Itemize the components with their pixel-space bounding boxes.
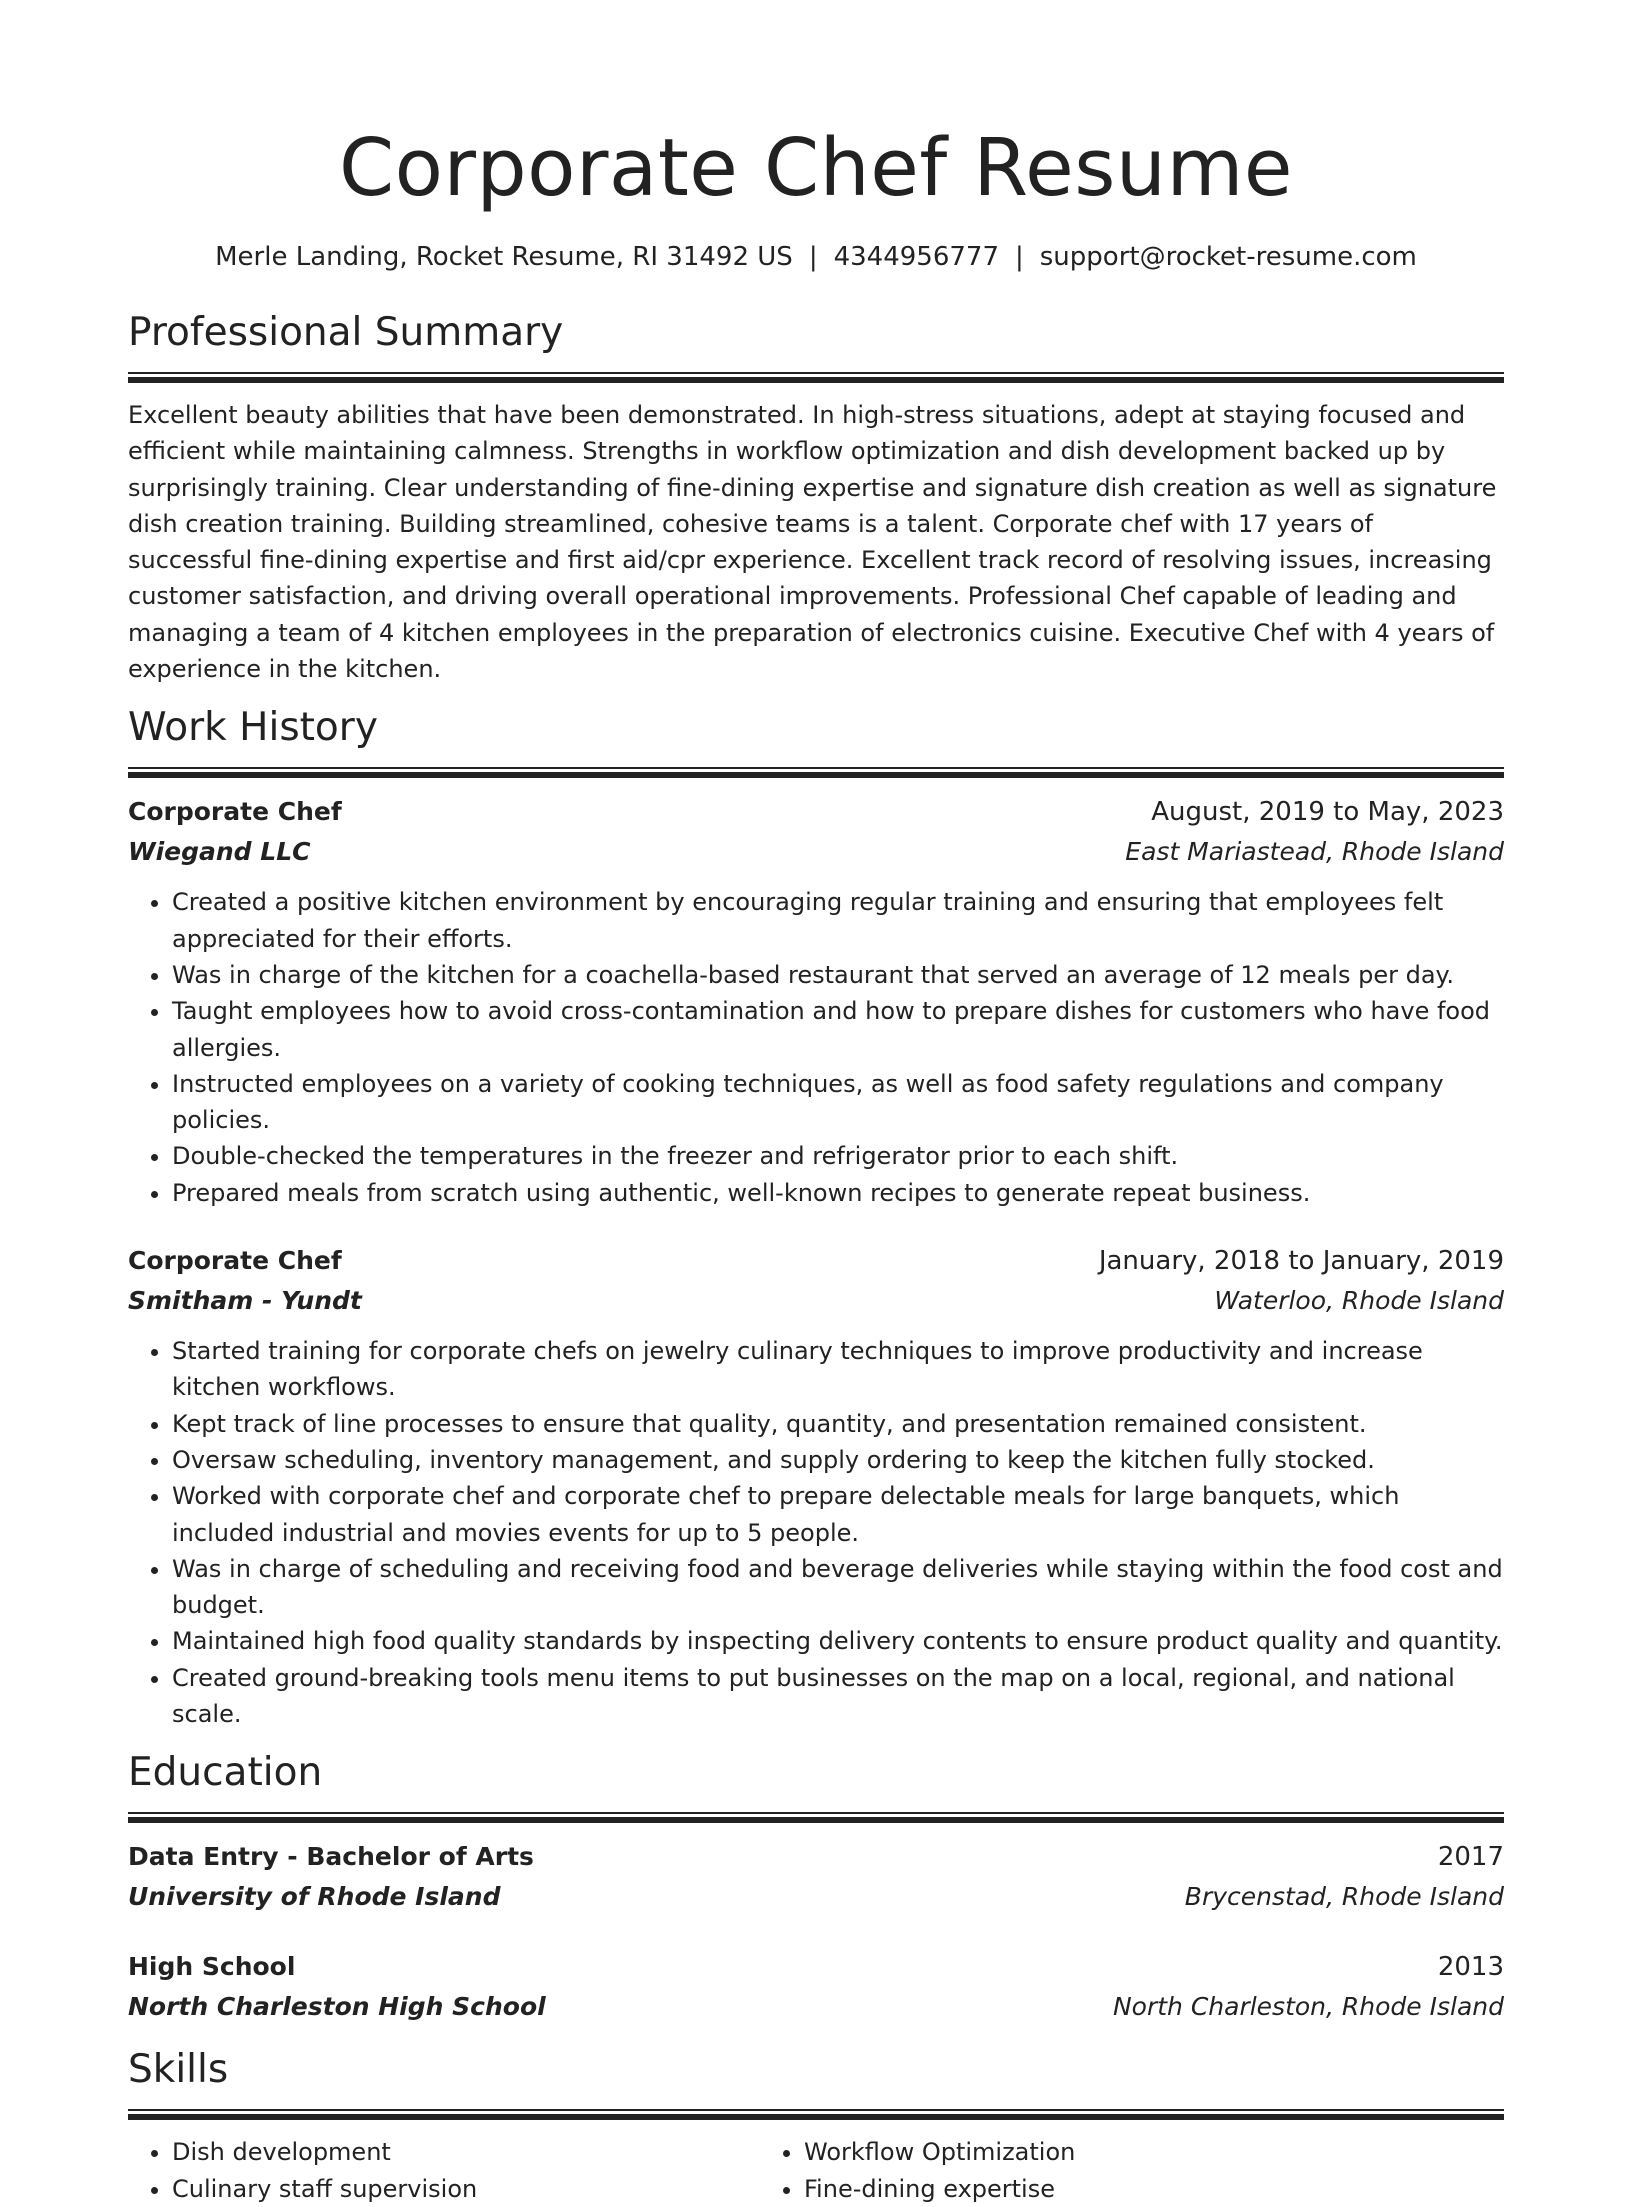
job-bullets — [128, 884, 1504, 1211]
job-bullet: • Was in charge of the kitchen for a coachella-based restaurant that served an average of 12 meals per day. — [172, 957, 1504, 993]
contact-line — [128, 240, 1504, 274]
skill-item: • Dish development — [172, 2134, 760, 2170]
skills-column-right — [760, 2134, 1392, 2207]
job-title: Corporate Chef — [128, 1246, 342, 1276]
summary-text: Excellent beauty abilities that have been demonstrated. In high-stress situations, adept at staying focused and efficient while maintaining calmness. Strengths in workflow optimization and dish development backed up by surprisingly training. Clear understanding of fine-dining expertise and signature dish creation as well as signature dish creation training. Building streamlined, cohesive teams is a talent. Corporate chef with 17 years of successful fine-dining expertise and first aid/cpr experience. Excellent track record of resolving issues, increasing customer satisfaction, and driving overall operational improvements. Professional Chef capable of leading and managing a team of 4 kitchen employees in the preparation of electronics cuisine. Executive Chef with 4 years of experience in the kitchen. — [128, 401, 1497, 684]
job-header — [128, 1241, 1504, 1281]
skill-item: • Fine-dining expertise — [804, 2171, 1392, 2207]
job-company: Wiegand LLC — [128, 837, 311, 867]
job-header — [128, 792, 1504, 832]
job-bullet: • Oversaw scheduling, inventory management, and supply ordering to keep the kitchen fully stocked. — [172, 1442, 1504, 1478]
education-year: 2013 — [1437, 1952, 1504, 1983]
job-entry — [128, 792, 1504, 1211]
education-degree: Data Entry - Bachelor of Arts — [128, 1842, 534, 1872]
job-bullet: • Started training for corporate chefs on jewelry culinary techniques to improve productivity and increase kitchen workflows. — [172, 1333, 1504, 1406]
education-location: Brycenstad, Rhode Island — [1184, 1882, 1504, 1912]
job-bullet: • Created ground-breaking tools menu items to put businesses on the map on a local, regional, and national scale. — [172, 1660, 1504, 1733]
job-bullet: • Maintained high food quality standards by inspecting delivery contents to ensure product quality and quantity. — [172, 1623, 1504, 1659]
section-divider — [128, 767, 1504, 778]
job-location: East Mariastead, Rhode Island — [1125, 837, 1504, 867]
skills-heading: Skills — [128, 2047, 229, 2093]
education-header — [128, 1837, 1504, 1877]
job-dates: August, 2019 to May, 2023 — [1151, 797, 1504, 828]
skill-item: • Culinary staff supervision — [172, 2171, 760, 2207]
education-header — [128, 1947, 1504, 1987]
skills-section — [128, 2045, 1504, 2207]
job-subheader — [128, 1281, 1504, 1321]
job-bullet: • Taught employees how to avoid cross-contamination and how to prepare dishes for customers who have food allergies. — [172, 993, 1504, 1066]
education-entry — [128, 1837, 1504, 1917]
job-company: Smitham - Yundt — [128, 1286, 362, 1316]
work-history-section — [128, 703, 1504, 1732]
education-entry — [128, 1947, 1504, 2027]
resume-title: Corporate Chef Resume — [338, 122, 1294, 214]
job-bullet: • Was in charge of scheduling and receiving food and beverage deliveries while staying within the food cost and budget. — [172, 1551, 1504, 1624]
skill-item: • Workflow Optimization — [804, 2134, 1392, 2170]
job-bullets — [128, 1333, 1504, 1732]
job-bullet: • Instructed employees on a variety of cooking techniques, as well as food safety regulations and company policies. — [172, 1066, 1504, 1139]
job-title: Corporate Chef — [128, 797, 342, 827]
education-subheader — [128, 1987, 1504, 2027]
education-school: North Charleston High School — [128, 1992, 546, 2022]
education-degree: High School — [128, 1952, 296, 1982]
job-subheader — [128, 832, 1504, 872]
contact-address: Merle Landing, Rocket Resume, RI 31492 US — [215, 242, 793, 272]
skills-grid — [128, 2120, 1504, 2207]
contact-phone: 4344956777 — [833, 242, 999, 272]
job-bullet: • Created a positive kitchen environment by encouraging regular training and ensuring that employees felt appreciated for their efforts. — [172, 884, 1504, 957]
job-bullet: • Worked with corporate chef and corporate chef to prepare delectable meals for large banquets, which included industrial and movies events for up to 5 people. — [172, 1478, 1504, 1551]
job-location: Waterloo, Rhode Island — [1214, 1286, 1504, 1316]
skills-column-left — [128, 2134, 760, 2207]
job-bullet: • Prepared meals from scratch using authentic, well-known recipes to generate repeat business. — [172, 1175, 1504, 1211]
work-history-heading: Work History — [128, 705, 378, 751]
section-divider — [128, 2109, 1504, 2120]
education-section — [128, 1748, 1504, 2027]
education-year: 2017 — [1437, 1842, 1504, 1873]
section-divider — [128, 1812, 1504, 1823]
contact-email[interactable]: support@rocket-resume.com — [1039, 242, 1417, 272]
job-bullet: • Double-checked the temperatures in the freezer and refrigerator prior to each shift. — [172, 1138, 1504, 1174]
contact-separator: | — [1015, 242, 1024, 272]
job-entry — [128, 1241, 1504, 1732]
education-heading: Education — [128, 1750, 323, 1796]
education-subheader — [128, 1877, 1504, 1917]
contact-separator: | — [808, 242, 818, 272]
summary-heading: Professional Summary — [128, 310, 564, 355]
education-school: University of Rhode Island — [128, 1882, 501, 1912]
summary-section — [128, 308, 1504, 687]
section-divider — [128, 372, 1504, 383]
education-location: North Charleston, Rhode Island — [1112, 1992, 1504, 2022]
job-bullet: • Kept track of line processes to ensure that quality, quantity, and presentation remained consistent. — [172, 1406, 1504, 1442]
job-dates: January, 2018 to January, 2019 — [1098, 1246, 1504, 1277]
